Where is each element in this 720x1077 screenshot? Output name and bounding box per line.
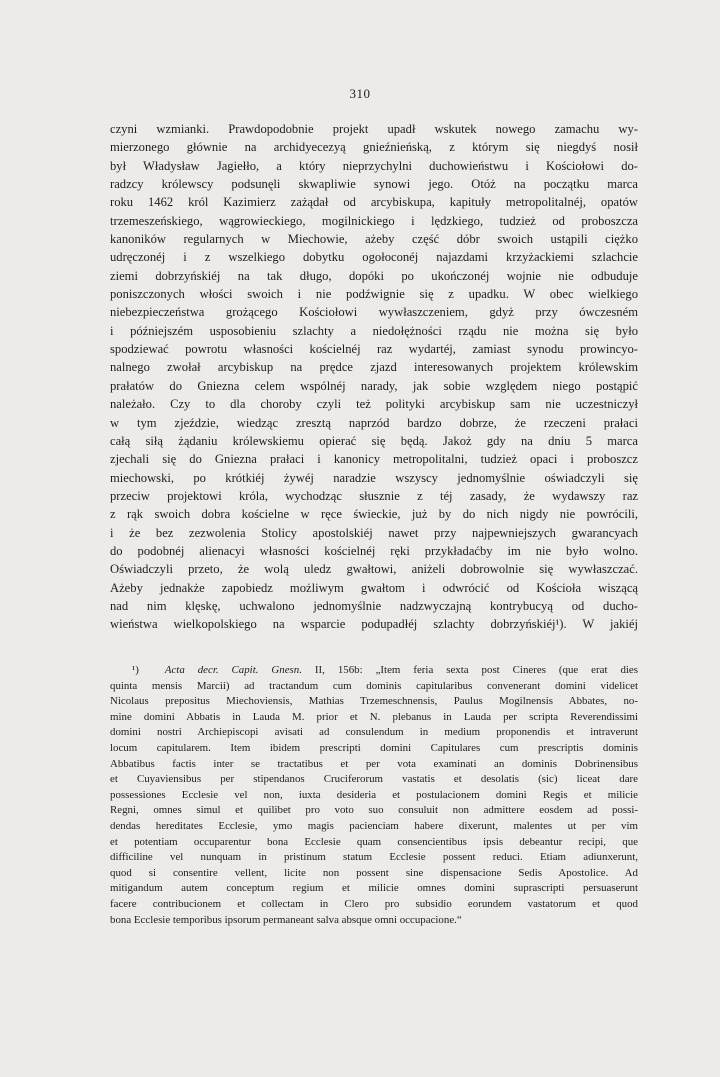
body-line: czyni wzmianki. Prawdopodobnie projekt upadł wskutek nowego zamachu wy- [110, 122, 638, 136]
footnote-line: possessiones Ecclesie vel non, iuxta desideria et postulacionem domini Regis et milicie [110, 788, 638, 801]
footnote-line: mine domini Abbatis in Lauda M. prior et N. plebanus in Lauda per scripta Reverendissimi [110, 710, 638, 723]
footnote-line: bona Ecclesie temporibus ipsorum permaneant salva absque omni occupacione.“ [110, 913, 462, 926]
body-line: był Władysław Jagiełło, a który nieprzychylni duchowieństwu i Kościołowi do- [110, 158, 638, 173]
footnote-line: quinta mensis Marcii) ad tractandum cum dominis capitularibus convenerant domini videlicet [110, 679, 638, 692]
page-number: 310 [349, 86, 371, 101]
body-line: prałatów do Gniezna celem wspólnéj narady, jak sobie względem niego postąpić [110, 378, 638, 393]
footnote-first-line-text: II, 156b: „Item feria sexta post Cineres (que erat dies [301, 664, 638, 676]
footnote-first-line [110, 663, 638, 679]
body-line: i że bez zezwolenia Stolicy apostolskiéj nawet przy najpewniejszych gwarancyach [110, 525, 638, 540]
body-line: kanoników regularnych w Miechowie, ażeby część dóbr swoich ustąpili ciężko [110, 232, 638, 247]
footnote-line: Abbatibus factis inter se tractatibus et per vota examinati an dominis Dobrinensibus [110, 757, 638, 770]
body-line: zjechali się do Gniezna prałaci i kanonicy metropolitalni, tudzież opaci i proboszcz [110, 452, 638, 467]
body-line: całą siłą żądaniu królewskiemu opierać się będą. Jakoż gdy na dniu 5 marca [110, 433, 638, 448]
body-line: roku 1462 król Kazimierz zażądał od arcybiskupa, kapituły metropolitalnéj, opatów [110, 195, 638, 210]
body-line: w tym zjeździe, wiedząc zresztą naprzód bardzo dobrze, że rzeczeni prałaci [110, 415, 638, 430]
footnote-line: dendas hereditates Ecclesie, ymo magis pacienciam habere dixerunt, malentes ut per vim [110, 819, 638, 832]
body-line: niebezpieczeństwa grożącego Kościołowi wywłaszczeniem, gdyż przy ówczesném [110, 305, 638, 320]
body-line: spodziewać powrotu własności kościelnéj raz wydartéj, zamiast synodu prowincyo- [110, 342, 638, 357]
body-line: mierzonego głównie na archidyecezyą gnieźnieńską, z którym się niegdyś nosił [110, 140, 638, 155]
footnote-mark: ¹) [132, 664, 139, 676]
body-line: trzemeszeńskiego, wągrowieckiego, mogilnickiego i lędzkiego, tudzież od proboszcza [110, 213, 638, 228]
footnote [110, 663, 638, 928]
footnote-line: et Cuyaviensibus per stipendanos Cruciferorum vastatis et desolatis (sic) liceat dare [110, 773, 638, 786]
body-line: należało. Czy to dla choroby czyli też polityki arcybiskup sam nie uczestniczył [110, 397, 638, 412]
body-line: nalnego zwołał arcybiskup na prędce zjazd interesowanych projektem królewskim [110, 360, 638, 375]
footnote-line: quod si consentire vellent, licite non possent sine dispensacione Sedis Apostolice. Ad [110, 866, 638, 879]
body-line: radzcy królewscy podsunęli skwapliwie synowi jego. Otóż na początku marca [110, 177, 638, 192]
body-line: nad nim klęskę, uchwalono jednomyślnie nadzwyczajną kontrybucyą od ducho- [110, 598, 638, 613]
footnote-line: Regni, omnes simul et quilibet pro voto suo consuluit non admittere eosdem ad possi- [110, 804, 638, 817]
footnote-source: Acta decr. Capit. Gnesn. [164, 664, 302, 676]
footnote-line: locum capitularem. Item ibidem prescripti domini Capitulares cum prescriptis dominis [110, 741, 638, 754]
body-text [110, 120, 638, 634]
body-line: do podobnéj alienacyi własności kościelnéj ręki przykładaćby im nie było wolno. [110, 543, 638, 558]
body-line: ziemi dobrzyńskiéj na tak długo, dopóki po ukończonéj wojnie nie odbuduje [110, 268, 638, 283]
body-line: wieństwa wielkopolskiego na wsparcie podupadłéj szlachty dobrzyńskiéj¹). W jakiéj [110, 617, 638, 632]
body-line: miechowski, po krótkiéj żywéj naradzie wszyscy jednomyślnie oświadczyli się [110, 470, 638, 485]
body-line: z rąk swoich dobra kościelne w ręce świeckie, już by do nich nigdy nie powrócili, [110, 507, 638, 522]
body-line: udręczonéj i z wszelkiego dobytku ogołoconéj najazdami krzyżackiemi szlachcie [110, 250, 638, 265]
footnote-line: Nicolaus prepositus Miechoviensis, Mathias Trzemeschnensis, Paulus Mogilnensis Abbates, no- [110, 695, 638, 708]
body-line: przeciw projektowi króla, wychodząc słusznie z téj zasady, że wydawszy raz [110, 488, 638, 503]
footnote-line: domini nostri Archiepiscopi avisati ad consulendum in medium proponendis et intraverunt [110, 726, 638, 739]
body-line: Oświadczyli przeto, że wolą uledz gwałtowi, aniżeli dobrowolnie się wywłaszczać. [110, 562, 638, 577]
body-line: Ażeby jednakże zapobiedz możliwym gwałtom i odwrócić od Kościoła wiszącą [110, 580, 638, 595]
footnote-line: difficiline vel nunquam in pristinum statum Ecclesie possent reduci. Etiam adiunxerunt, [110, 851, 638, 864]
body-line: i późniejszém usposobieniu szlachty a niedołężności rządu nie można się było [110, 323, 638, 338]
footnote-line: et potentiam occuparentur bona Ecclesie quam consencientibus ipsis debeantur recipi, que [110, 835, 638, 848]
footnote-line: facere contribucionem et collectam in Clero pro subsidio eorundem vastatorum et quod [110, 897, 638, 910]
body-line: poniszczonych włości swoich i nie podźwignie się z upadku. W obec wielkiego [110, 287, 638, 302]
footnote-line: mitigandum autem conceptum regium et milicie omnes domini suprascripti persuaserunt [110, 882, 638, 895]
